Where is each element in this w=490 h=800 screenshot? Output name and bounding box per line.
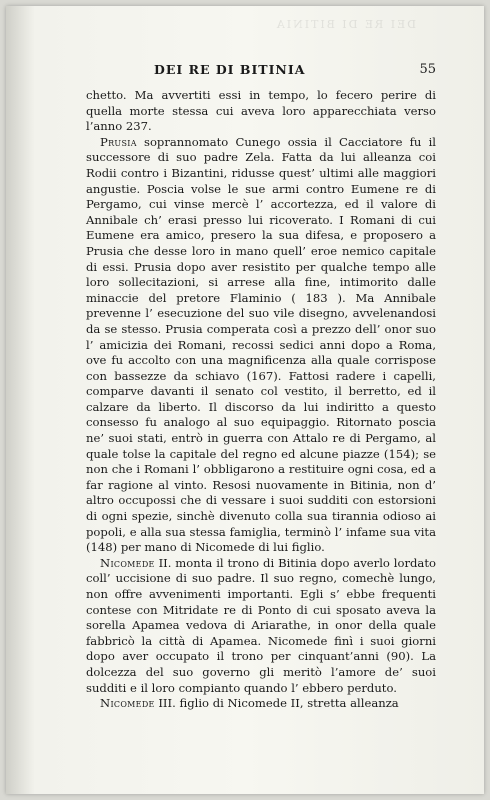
paragraph-text: soprannomato Cunego ossia il Cacciatore fu il successore di suo padre Zela. Fatta da lui alleanza coi Rodii contro i Bizantini, ridusse quest’ ultimi alle maggiori angustie. Poscia volse le sue armi contro Eumene re di Pergamo, cui vinse mercè l’ accortezza, ed il valore di Annibale ch’ erasi presso lui ricoverato. I Romani di cui Eumene era amico, presero la sua difesa, e proposero a Prusia che desse loro in mano quell’ eroe nemico capitale di essi. Prusia dopo aver resistito per qualche tempo alle loro sollecitazioni, si arrese alla fine, intimorito dalle minaccie del pretore Flaminio ( 183 ). Ma Annibale prevenne l’ esecuzione del suo vile disegno, avvelenandosi da se stesso. Prusia comperata così a prezzo dell’ onor suo l’ amicizia dei Romani, recossi sedici anni dopo a Roma, ove fu accolto con una magnificenza alla quale corrispose con bassezze da schiavo (167). Fattosi radere i capelli, comparve davanti il senato col vestito, il berretto, ed il calzare da liberto. Il discorso da lui indiritto a questo consesso fu analogo al suo equipaggio. Ritornato poscia ne’ suoi stati, entrò in guerra con Attalo re di Pergamo, al quale tolse la capitale del regno ed alcune piazze (154); se non che i Romani l’ obbligarono a restituire ogni cosa, ed a far ragione al vinto. Resosi nuovamente in Bitinia, non d’ altro occupossi che di vessare i suoi sudditi con estorsioni di ogni spezie, sinchè divenuto colla sua tirannia odioso ai popoli, e alla sua stessa famiglia, terminò l’ infame sua vita (148) per mano di Nicomede di lui figlio.	[86, 134, 436, 555]
paragraph	[86, 88, 436, 135]
body-text	[86, 88, 436, 712]
paragraph-lead: Nicomede	[100, 696, 155, 711]
paragraph-text: chetto. Ma avvertiti essi in tempo, lo fecero perire di quella morte stessa cui aveva loro apparecchiata verso l’anno 237.	[86, 88, 436, 134]
paragraph	[86, 556, 436, 696]
running-head: DEI RE DI BITINIA	[154, 62, 306, 77]
book-page	[6, 6, 484, 794]
paragraph-lead: Prusia	[100, 134, 137, 149]
paragraph-text: II. monta il trono di Bitinia dopo averlo lordato coll’ uccisione di suo padre. Il suo regno, comechè lungo, non offre avvenimenti importanti. Egli s’ ebbe frequenti contese con Mitridate re di Ponto di cui sposato aveva la sorella Apamea vedova di Ariarathe, in onor della quale fabbricò la città di Apamea. Nicomede finì i suoi giorni dopo aver occupato il trono per cinquant’anni (90). La dolcezza del suo governo gli meritò l’amore de’ suoi sudditi e il loro compianto quando l’ ebbero perduto.	[86, 555, 436, 695]
page-header	[86, 62, 436, 86]
paragraph-lead: Nicomede	[100, 555, 155, 570]
paragraph	[86, 696, 436, 712]
show-through-text: DEI RE DI BITINIA	[274, 18, 416, 31]
paragraph	[86, 135, 436, 556]
page-number: 55	[419, 62, 436, 77]
paragraph-text: III. figlio di Nicomede II, stretta alleanza	[154, 696, 399, 711]
